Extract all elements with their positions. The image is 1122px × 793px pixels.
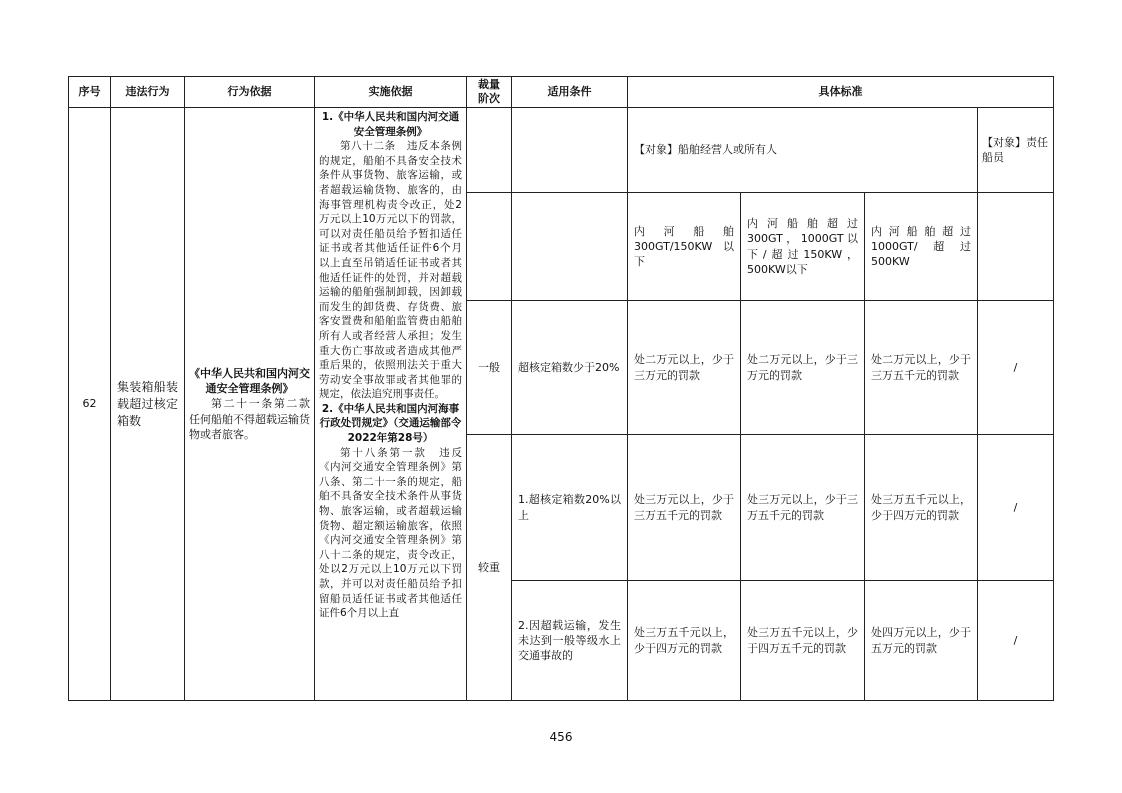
standard-serious-2-medium: 处三万五千元以上，少于四万五千元的罚款: [741, 581, 865, 701]
header-condition: 适用条件: [512, 77, 628, 108]
implementation-paragraph: 第八十二条 违反本条例的规定，船舶不具备安全技术条件从事货物、旅客运输，或者超载运输货物、旅客的，由海事管理机构责令改正，处2万元以上10万元以下的罚款，可以对责任船员给予暂扣适任证书或者其他适任证件6个月以上直至吊销适任证书或者其他适任证件的处罚，并对超载运输的船舶强制卸载，因卸载而发生的卸货费、存货费、旅客安置费和船舶监管费由船舶所有人或者经营人承担；发生重大伤亡事故或者造成其他严重后果的，依照刑法关于重大劳动安全事故罪或者其他罪的规定，依法追究刑事责任。: [319, 140, 462, 401]
legal-basis-clause: 第二十一条第二款 任何船舶不得超载运输货物或者旅客。: [189, 397, 321, 441]
seq-cell: 62: [69, 108, 111, 701]
implementation-paragraph: 第十八条第一款 违反《内河交通安全管理条例》第八条、第二十一条的规定，船舶不具备安全技术条件从事货物、旅客运输，或者超载运输货物、超定额运输旅客，依照《内河交通安全管理条例》第八十二条的规定，责令改正，处以2万元以上10万元以下罚款，并可以对责任船员给予扣留船员适任证书或者其他适任证件6个月以上直: [319, 446, 462, 620]
header-row: [69, 77, 1054, 108]
header-violation: 违法行为: [111, 77, 185, 108]
standard-general-medium: 处二万元以上，少于三万元的罚款: [741, 301, 865, 435]
implementation-cell: [315, 108, 467, 701]
category-medium-cell: 内河船舶超过300GT，1000GT以下/超过150KW，500KW以下: [741, 193, 865, 301]
standard-serious-2-small: 处三万五千元以上，少于四万元的罚款: [628, 581, 741, 701]
level-general: 一般: [467, 301, 512, 435]
implementation-text: [319, 110, 462, 700]
violation-cell: 集装箱船装载超过核定箱数: [111, 108, 185, 701]
category-small-cell: 内河船舶300GT/150KW以下: [628, 193, 741, 301]
implementation-title: 1.《中华人民共和国内河交通安全管理条例》: [321, 111, 460, 138]
implementation-title: 2.《中华人民共和国内河海事行政处罚规定》（交通运输部令2022年第28号）: [319, 402, 462, 445]
header-basis: 行为依据: [185, 77, 315, 108]
level-blank-cell: [467, 108, 512, 193]
standard-general-large: 处二万元以上，少于三万五千元的罚款: [865, 301, 978, 435]
penalty-table: [68, 76, 1054, 701]
standard-general-crew: /: [978, 301, 1054, 435]
header-standard: 具体标准: [628, 77, 1054, 108]
standard-serious-1-crew: /: [978, 435, 1054, 581]
object-crew-cell: 【对象】责任船员: [978, 108, 1054, 193]
standard-serious-1-small: 处三万元以上，少于三万五千元的罚款: [628, 435, 741, 581]
table-row: [69, 108, 1054, 193]
standard-serious-2-large: 处四万元以上，少于五万元的罚款: [865, 581, 978, 701]
condition-serious-1: 1.超核定箱数20%以上: [512, 435, 628, 581]
level-blank-cell-2: [467, 193, 512, 301]
object-main-cell: 【对象】船舶经营人或所有人: [628, 108, 978, 193]
page-number: 456: [549, 730, 573, 744]
crew-blank-cell: [978, 193, 1054, 301]
legal-basis-cell: [185, 108, 321, 701]
standard-serious-1-medium: 处三万元以上，少于三万五千元的罚款: [741, 435, 865, 581]
condition-general: 超核定箱数少于20%: [512, 301, 628, 435]
level-serious: 较重: [467, 435, 512, 701]
header-seq: 序号: [69, 77, 111, 108]
header-level: 裁量 阶次: [467, 77, 512, 108]
header-implementation: 实施依据: [315, 77, 467, 108]
category-large-cell: 内河船舶超过1000GT/超过500KW: [865, 193, 978, 301]
condition-blank-cell-2: [512, 193, 628, 301]
standard-general-small: 处二万元以上，少于三万元的罚款: [628, 301, 741, 435]
standard-serious-1-large: 处三万五千元以上，少于四万元的罚款: [865, 435, 978, 581]
condition-serious-2: 2.因超载运输，发生未达到一般等级水上交通事故的: [512, 581, 628, 701]
legal-basis-title: 《中华人民共和国内河交通安全管理条例》: [189, 366, 310, 396]
condition-blank-cell: [512, 108, 628, 193]
standard-serious-2-crew: /: [978, 581, 1054, 701]
